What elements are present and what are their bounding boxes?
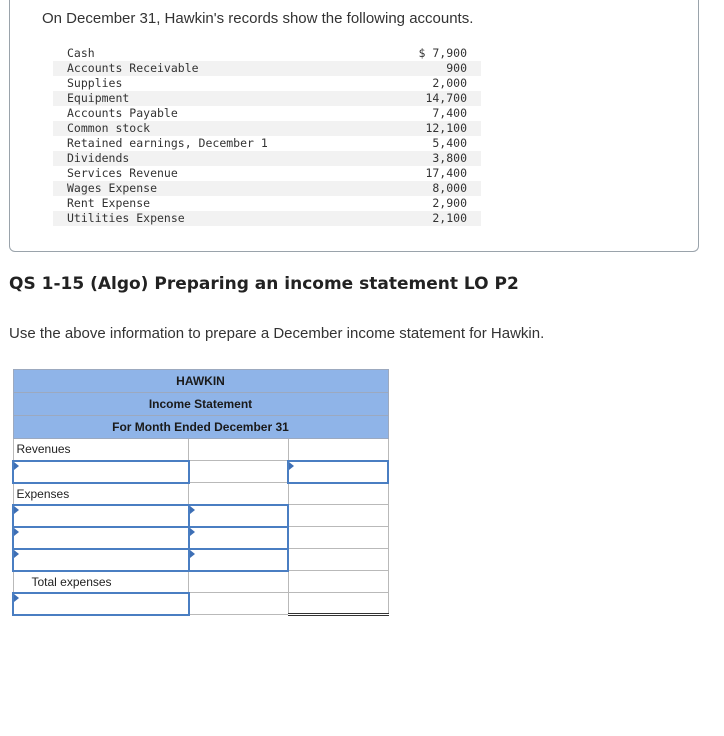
table-row xyxy=(53,106,481,121)
dropdown-marker-icon xyxy=(14,506,19,514)
expense-entry-row xyxy=(13,549,388,571)
account-amount: 8,000 xyxy=(374,181,481,196)
total-expenses-label: Total expenses xyxy=(13,571,189,593)
expenses-label-row xyxy=(13,483,388,505)
expense-account-select[interactable] xyxy=(13,505,189,527)
income-statement-table xyxy=(12,369,389,616)
table-row xyxy=(53,91,481,106)
dropdown-marker-icon xyxy=(14,594,19,602)
expense-account-select[interactable] xyxy=(13,527,189,549)
net-income-amount xyxy=(288,593,388,615)
revenue-account-select[interactable] xyxy=(13,461,189,483)
account-name: Retained earnings, December 1 xyxy=(67,136,268,150)
account-amount: 17,400 xyxy=(425,166,467,180)
account-name: Rent Expense xyxy=(67,196,151,210)
intro-text: On December 31, Hawkin's records show the following accounts. xyxy=(42,10,474,27)
table-row xyxy=(53,76,481,91)
statement-header-row xyxy=(13,393,388,416)
account-amount: 2,900 xyxy=(432,196,467,210)
account-name: Dividends xyxy=(53,151,374,166)
net-income-row xyxy=(13,593,388,615)
account-amount: $ 7,900 xyxy=(418,46,467,60)
account-amount: 7,400 xyxy=(432,106,467,120)
account-name: Services Revenue xyxy=(67,166,178,180)
expense-account-select[interactable] xyxy=(13,549,189,571)
total-expenses-amount xyxy=(288,571,388,593)
statement-period: For Month Ended December 31 xyxy=(13,416,388,439)
company-name: HAWKIN xyxy=(13,370,388,393)
dropdown-marker-icon xyxy=(14,550,19,558)
table-row xyxy=(53,136,481,151)
revenue-amount-cell[interactable] xyxy=(288,461,388,483)
dropdown-marker-icon xyxy=(289,462,294,470)
expense-amount-cell[interactable] xyxy=(189,549,289,571)
account-name: Accounts Receivable xyxy=(53,61,374,76)
account-name: Equipment xyxy=(53,91,374,106)
revenues-label: Revenues xyxy=(13,439,189,461)
statement-title: Income Statement xyxy=(13,393,388,416)
table-row xyxy=(53,46,481,61)
instructions-text: Use the above information to prepare a December income statement for Hawkin. xyxy=(9,325,545,342)
account-name: Utilities Expense xyxy=(53,211,374,226)
table-row xyxy=(53,61,481,76)
table-row xyxy=(53,151,481,166)
expenses-label: Expenses xyxy=(13,483,189,505)
table-row xyxy=(53,121,481,136)
account-amount: 900 xyxy=(374,61,481,76)
account-amount: 2,100 xyxy=(374,211,481,226)
expense-amount-input[interactable] xyxy=(190,506,288,526)
account-amount: 12,100 xyxy=(374,121,481,136)
net-income-label-input[interactable] xyxy=(14,594,188,614)
account-amount: 14,700 xyxy=(374,91,481,106)
expense-account-input[interactable] xyxy=(14,506,188,526)
expense-amount-input[interactable] xyxy=(190,528,288,548)
account-name: Wages Expense xyxy=(53,181,374,196)
revenue-entry-row xyxy=(13,461,388,483)
expense-amount-input[interactable] xyxy=(190,550,288,570)
expense-amount-cell[interactable] xyxy=(189,505,289,527)
revenue-account-input[interactable] xyxy=(14,462,188,482)
account-name: Common stock xyxy=(53,121,374,136)
total-expenses-row xyxy=(13,571,388,593)
net-income-label-select[interactable] xyxy=(13,593,189,615)
statement-header-row xyxy=(13,416,388,439)
account-amount: 3,800 xyxy=(374,151,481,166)
dropdown-marker-icon xyxy=(190,506,195,514)
expense-account-input[interactable] xyxy=(14,550,188,570)
revenue-amount-input[interactable] xyxy=(289,462,387,482)
expense-amount-cell[interactable] xyxy=(189,527,289,549)
account-amount: 5,400 xyxy=(432,136,467,150)
table-row xyxy=(53,211,481,226)
table-row xyxy=(53,196,481,211)
account-amount: 2,000 xyxy=(432,76,467,90)
account-name: Cash xyxy=(67,46,95,60)
question-title: QS 1-15 (Algo) Preparing an income statement LO P2 xyxy=(9,274,519,294)
table-row xyxy=(53,166,481,181)
account-name: Supplies xyxy=(67,76,123,90)
dropdown-marker-icon xyxy=(14,462,19,470)
expense-entry-row xyxy=(13,505,388,527)
accounts-table xyxy=(53,46,481,226)
account-name: Accounts Payable xyxy=(67,106,178,120)
dropdown-marker-icon xyxy=(14,528,19,536)
expense-account-input[interactable] xyxy=(14,528,188,548)
dropdown-marker-icon xyxy=(190,528,195,536)
table-row xyxy=(53,181,481,196)
statement-header-row xyxy=(13,370,388,393)
revenues-label-row xyxy=(13,439,388,461)
dropdown-marker-icon xyxy=(190,550,195,558)
expense-entry-row xyxy=(13,527,388,549)
